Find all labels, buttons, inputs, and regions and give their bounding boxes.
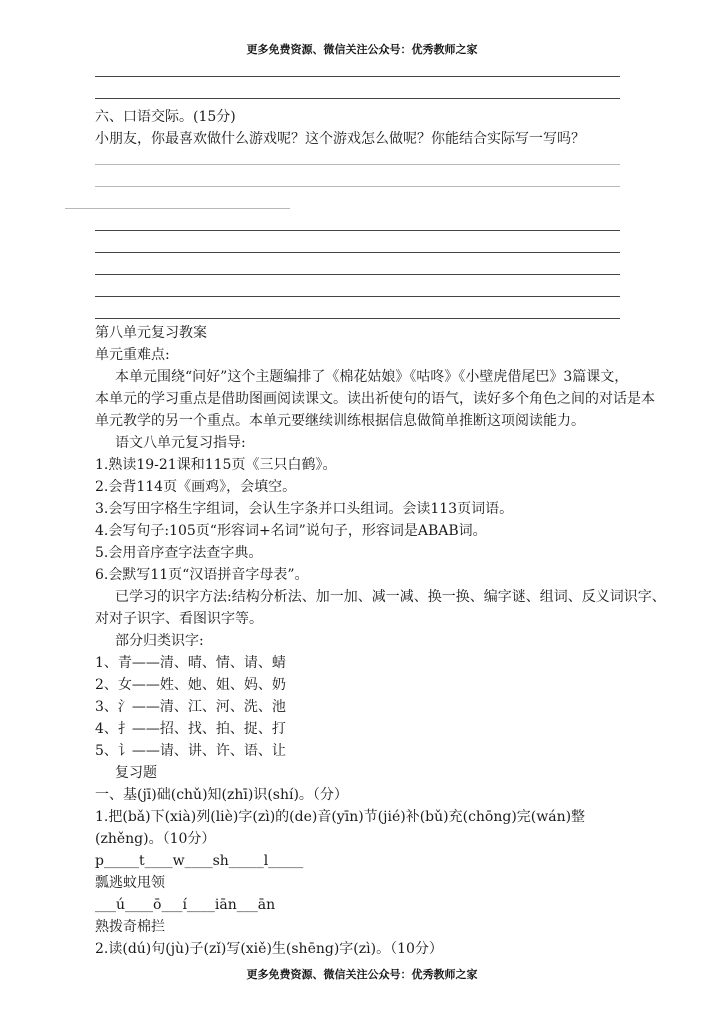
paragraph-line: 单元教学的另一个重点。本单元要继续训练根据信息做简单推断这项阅读能力。 [95,413,585,429]
writing-line [95,252,620,253]
paragraph-line: 本单元围绕“问好”这个主题编排了《棉花姑娘》《咕咚》《小壁虎借尾巴》3篇课文， [115,369,629,385]
focus-heading: 单元重难点: [95,347,170,363]
paragraph-line: 本单元的学习重点是借助图画阅读课文。读出祈使句的语气，读好多个角色之间的对话是本 [95,391,655,407]
answer-line [95,98,620,99]
guide-item: 6.会默写11页“汉语拼音字母表”。 [95,567,309,583]
writing-line [95,274,620,275]
part-title: 一、基(jī)础(chǔ)知(zhī)识(shí)。（分） [95,787,348,803]
question-line: (zhěng)。（10分） [95,831,216,847]
lesson-plan [95,322,695,960]
methods-line: 对对子识字、看图识字等。 [95,611,263,627]
group-item: 3、氵——清、江、河、洗、池 [95,699,286,715]
writing-line [95,296,620,297]
question-line: 2.读(dú)句(jù)子(zǐ)写(xiě)生(shēng)字(zì)。（10分） [95,941,443,957]
guide-item: 5.会用音序查字法查字典。 [95,545,263,561]
question-line: 1.把(bǎ)下(xià)列(liè)字(zì)的(de)音(yīn)节(jié)补(bǔ)充(chōng)完(wán)整 [95,809,586,825]
group-item: 5、讠——请、讲、许、语、让 [95,743,286,759]
character-row: 熟拨奇棉拦 [95,919,165,935]
group-item: 1、青——清、晴、情、请、蜻 [95,655,286,671]
group-item: 4、扌——招、找、拍、捉、打 [95,721,286,737]
writing-line [95,230,620,231]
writing-line [95,186,620,187]
footer-banner: 更多免费资源、微信关注公众号：优秀教师之家 [246,968,478,981]
section-title: 六、口语交际。(15分) [95,109,236,125]
groups-heading: 部分归类识字: [115,633,204,649]
guide-item: 4.会写句子:105页“形容词+名词”说句子，形容词是ABAB词。 [95,523,487,539]
fill-blank-row: p_____t____w____sh_____l_____ [95,853,304,869]
methods-line: 已学习的识字方法:结构分析法、加一加、减一减、换一换、编字谜、组词、反义词识字、 [115,589,666,605]
lesson-title: 第八单元复习教案 [95,325,207,341]
writing-line [95,164,620,165]
character-row: 瓢逃蚊甩领 [95,875,165,891]
header-banner: 更多免费资源、微信关注公众号：优秀教师之家 [246,43,478,56]
writing-line [95,318,620,319]
writing-prompt: 小朋友，你最喜欢做什么游戏呢？这个游戏怎么做呢？你能结合实际写一写吗？ [95,131,585,147]
fill-blank-row: ___ú____ō___í____iān___ān [95,897,276,913]
guide-heading: 语文八单元复习指导: [115,435,246,451]
answer-line [95,76,620,77]
review-heading: 复习题 [115,765,157,781]
short-divider-line [65,208,290,209]
guide-item: 1.熟读19-21课和115页《三只白鹤》。 [95,457,337,473]
guide-item: 2.会背114页《画鸡》，会填空。 [95,479,297,495]
oral-section [95,106,695,150]
guide-item: 3.会写田字格生字组词，会认生字条并口头组词。会读113页词语。 [95,501,514,517]
group-item: 2、女——姓、她、姐、妈、奶 [95,677,286,693]
